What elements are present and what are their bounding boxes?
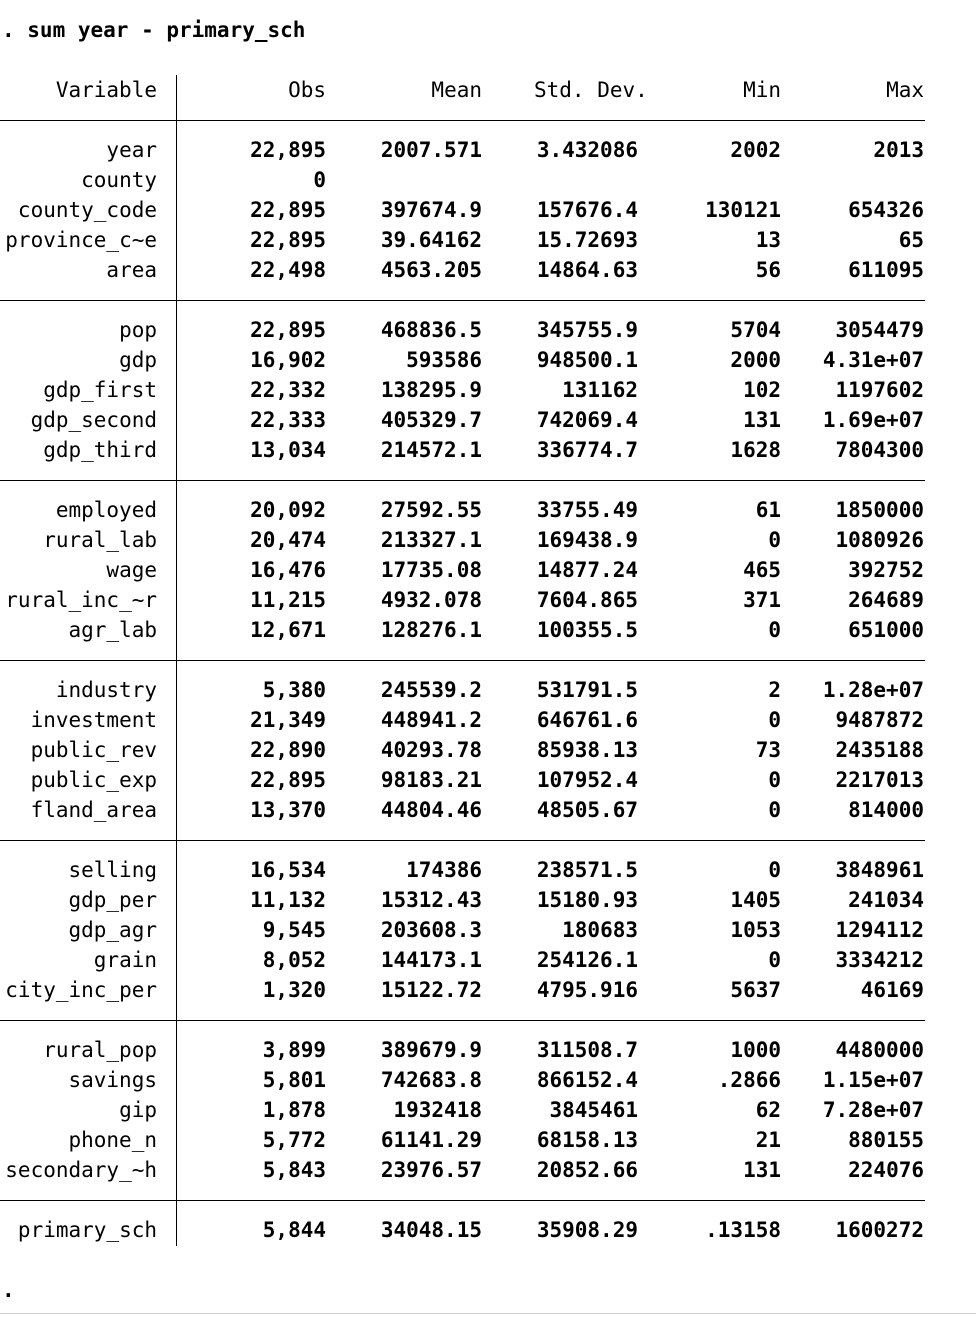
cell-min: .13158 bbox=[705, 1218, 781, 1242]
cell-variable: employed bbox=[55, 498, 157, 522]
cell-mean: 128276.1 bbox=[380, 618, 482, 642]
header-max: Max bbox=[886, 78, 924, 102]
cell-variable: gdp bbox=[119, 348, 157, 372]
cell-sd: 7604.865 bbox=[536, 588, 638, 612]
table-rule bbox=[0, 840, 925, 841]
cell-sd: 14877.24 bbox=[536, 558, 638, 582]
cell-mean: 389679.9 bbox=[380, 1038, 482, 1062]
cell-sd: 169438.9 bbox=[536, 528, 638, 552]
cell-min: 2002 bbox=[730, 138, 781, 162]
table-rule bbox=[0, 1200, 925, 1201]
cell-max: 3848961 bbox=[835, 858, 924, 882]
cell-obs: 5,801 bbox=[262, 1068, 326, 1092]
cell-sd: 3845461 bbox=[549, 1098, 638, 1122]
cell-max: 3054479 bbox=[835, 318, 924, 342]
window-bottom-edge bbox=[0, 1313, 976, 1314]
cell-max: 880155 bbox=[848, 1128, 924, 1152]
cell-mean: 17735.08 bbox=[380, 558, 482, 582]
cell-sd: 157676.4 bbox=[536, 198, 638, 222]
cell-mean: 23976.57 bbox=[380, 1158, 482, 1182]
cell-variable: public_rev bbox=[30, 738, 157, 762]
cell-variable: industry bbox=[55, 678, 157, 702]
cell-mean: 40293.78 bbox=[380, 738, 482, 762]
command-line: . sum year - primary_sch bbox=[2, 18, 306, 42]
cell-variable: city_inc_per bbox=[5, 978, 157, 1002]
cell-max: 1.15e+07 bbox=[822, 1068, 924, 1092]
cell-variable: savings bbox=[68, 1068, 157, 1092]
cell-min: 2 bbox=[768, 678, 781, 702]
cell-max: 654326 bbox=[848, 198, 924, 222]
cell-max: 65 bbox=[898, 228, 924, 252]
cell-obs: 22,895 bbox=[250, 138, 326, 162]
cell-min: 2000 bbox=[730, 348, 781, 372]
cell-obs: 22,498 bbox=[250, 258, 326, 282]
cell-min: .2866 bbox=[717, 1068, 781, 1092]
cell-mean: 174386 bbox=[406, 858, 482, 882]
cell-max: 46169 bbox=[860, 978, 924, 1002]
cell-variable: investment bbox=[30, 708, 157, 732]
cell-variable: gdp_agr bbox=[68, 918, 157, 942]
cell-min: 73 bbox=[755, 738, 781, 762]
cell-min: 13 bbox=[755, 228, 781, 252]
cell-sd: 311508.7 bbox=[536, 1038, 638, 1062]
table-rule bbox=[0, 660, 925, 661]
cell-max: 651000 bbox=[848, 618, 924, 642]
cell-obs: 1,878 bbox=[262, 1098, 326, 1122]
cell-max: 1197602 bbox=[835, 378, 924, 402]
cell-variable: county bbox=[81, 168, 157, 192]
cell-mean: 138295.9 bbox=[380, 378, 482, 402]
cell-sd: 20852.66 bbox=[536, 1158, 638, 1182]
cell-min: 130121 bbox=[705, 198, 781, 222]
header-mean: Mean bbox=[431, 78, 482, 102]
cell-variable: wage bbox=[106, 558, 157, 582]
cell-variable: grain bbox=[93, 948, 157, 972]
cell-max: 1.69e+07 bbox=[822, 408, 924, 432]
cell-sd: 4795.916 bbox=[536, 978, 638, 1002]
cell-max: 814000 bbox=[848, 798, 924, 822]
cell-variable: agr_lab bbox=[68, 618, 157, 642]
cell-mean: 39.64162 bbox=[380, 228, 482, 252]
cell-obs: 20,092 bbox=[250, 498, 326, 522]
cell-obs: 21,349 bbox=[250, 708, 326, 732]
cell-variable: province_c~e bbox=[5, 228, 157, 252]
command-prompt: . bbox=[2, 1278, 15, 1302]
cell-max: 1.28e+07 bbox=[822, 678, 924, 702]
header-variable: Variable bbox=[55, 78, 157, 102]
cell-sd: 33755.49 bbox=[536, 498, 638, 522]
cell-obs: 13,034 bbox=[250, 438, 326, 462]
cell-obs: 11,215 bbox=[250, 588, 326, 612]
cell-max: 1600272 bbox=[835, 1218, 924, 1242]
cell-sd: 3.432086 bbox=[536, 138, 638, 162]
cell-mean: 15312.43 bbox=[380, 888, 482, 912]
cell-obs: 16,476 bbox=[250, 558, 326, 582]
cell-mean: 405329.7 bbox=[380, 408, 482, 432]
cell-min: 0 bbox=[768, 528, 781, 552]
cell-mean: 4563.205 bbox=[380, 258, 482, 282]
cell-max: 7.28e+07 bbox=[822, 1098, 924, 1122]
cell-sd: 131162 bbox=[562, 378, 638, 402]
cell-mean: 213327.1 bbox=[380, 528, 482, 552]
cell-min: 56 bbox=[755, 258, 781, 282]
cell-max: 1850000 bbox=[835, 498, 924, 522]
cell-min: 0 bbox=[768, 858, 781, 882]
cell-sd: 15180.93 bbox=[536, 888, 638, 912]
cell-variable: primary_sch bbox=[17, 1218, 157, 1242]
cell-max: 7804300 bbox=[835, 438, 924, 462]
cell-max: 241034 bbox=[848, 888, 924, 912]
cell-max: 392752 bbox=[848, 558, 924, 582]
cell-variable: area bbox=[106, 258, 157, 282]
cell-min: 131 bbox=[743, 1158, 781, 1182]
cell-mean: 34048.15 bbox=[380, 1218, 482, 1242]
cell-min: 0 bbox=[768, 708, 781, 732]
cell-min: 0 bbox=[768, 798, 781, 822]
cell-sd: 948500.1 bbox=[536, 348, 638, 372]
cell-min: 371 bbox=[743, 588, 781, 612]
cell-obs: 22,333 bbox=[250, 408, 326, 432]
cell-sd: 345755.9 bbox=[536, 318, 638, 342]
cell-variable: rural_pop bbox=[43, 1038, 157, 1062]
cell-max: 9487872 bbox=[835, 708, 924, 732]
cell-sd: 48505.67 bbox=[536, 798, 638, 822]
cell-variable: rural_lab bbox=[43, 528, 157, 552]
cell-min: 0 bbox=[768, 618, 781, 642]
cell-sd: 531791.5 bbox=[536, 678, 638, 702]
cell-min: 0 bbox=[768, 948, 781, 972]
cell-variable: pop bbox=[119, 318, 157, 342]
cell-max: 2013 bbox=[873, 138, 924, 162]
cell-max: 4480000 bbox=[835, 1038, 924, 1062]
cell-variable: gdp_per bbox=[68, 888, 157, 912]
cell-variable: county_code bbox=[17, 198, 157, 222]
cell-min: 1053 bbox=[730, 918, 781, 942]
cell-max: 224076 bbox=[848, 1158, 924, 1182]
cell-obs: 13,370 bbox=[250, 798, 326, 822]
cell-sd: 85938.13 bbox=[536, 738, 638, 762]
cell-obs: 0 bbox=[313, 168, 326, 192]
cell-sd: 180683 bbox=[562, 918, 638, 942]
cell-obs: 22,895 bbox=[250, 198, 326, 222]
cell-obs: 8,052 bbox=[262, 948, 326, 972]
cell-variable: secondary_~h bbox=[5, 1158, 157, 1182]
cell-variable: public_exp bbox=[30, 768, 157, 792]
cell-sd: 107952.4 bbox=[536, 768, 638, 792]
header-min: Min bbox=[743, 78, 781, 102]
table-rule bbox=[0, 120, 925, 121]
cell-sd: 100355.5 bbox=[536, 618, 638, 642]
cell-mean: 468836.5 bbox=[380, 318, 482, 342]
cell-obs: 16,534 bbox=[250, 858, 326, 882]
cell-sd: 35908.29 bbox=[536, 1218, 638, 1242]
cell-obs: 22,332 bbox=[250, 378, 326, 402]
cell-obs: 9,545 bbox=[262, 918, 326, 942]
cell-variable: gdp_second bbox=[30, 408, 157, 432]
cell-obs: 1,320 bbox=[262, 978, 326, 1002]
cell-variable: gdp_first bbox=[43, 378, 157, 402]
cell-mean: 742683.8 bbox=[380, 1068, 482, 1092]
cell-mean: 2007.571 bbox=[380, 138, 482, 162]
cell-obs: 3,899 bbox=[262, 1038, 326, 1062]
cell-min: 5704 bbox=[730, 318, 781, 342]
cell-mean: 61141.29 bbox=[380, 1128, 482, 1152]
table-rule bbox=[0, 480, 925, 481]
cell-min: 1628 bbox=[730, 438, 781, 462]
table-rule bbox=[0, 300, 925, 301]
cell-min: 62 bbox=[755, 1098, 781, 1122]
cell-obs: 5,380 bbox=[262, 678, 326, 702]
cell-variable: rural_inc_~r bbox=[5, 588, 157, 612]
cell-mean: 98183.21 bbox=[380, 768, 482, 792]
cell-mean: 4932.078 bbox=[380, 588, 482, 612]
cell-min: 465 bbox=[743, 558, 781, 582]
cell-min: 21 bbox=[755, 1128, 781, 1152]
cell-mean: 27592.55 bbox=[380, 498, 482, 522]
cell-obs: 22,895 bbox=[250, 318, 326, 342]
cell-min: 102 bbox=[743, 378, 781, 402]
cell-variable: year bbox=[106, 138, 157, 162]
cell-obs: 22,895 bbox=[250, 228, 326, 252]
cell-max: 1294112 bbox=[835, 918, 924, 942]
cell-obs: 12,671 bbox=[250, 618, 326, 642]
cell-obs: 5,843 bbox=[262, 1158, 326, 1182]
cell-mean: 593586 bbox=[406, 348, 482, 372]
cell-sd: 336774.7 bbox=[536, 438, 638, 462]
cell-obs: 20,474 bbox=[250, 528, 326, 552]
cell-mean: 44804.46 bbox=[380, 798, 482, 822]
cell-sd: 646761.6 bbox=[536, 708, 638, 732]
cell-min: 1405 bbox=[730, 888, 781, 912]
cell-sd: 742069.4 bbox=[536, 408, 638, 432]
cell-variable: fland_area bbox=[30, 798, 157, 822]
cell-mean: 15122.72 bbox=[380, 978, 482, 1002]
header-obs: Obs bbox=[288, 78, 326, 102]
cell-min: 61 bbox=[755, 498, 781, 522]
cell-sd: 254126.1 bbox=[536, 948, 638, 972]
cell-sd: 68158.13 bbox=[536, 1128, 638, 1152]
cell-sd: 866152.4 bbox=[536, 1068, 638, 1092]
cell-variable: gdp_third bbox=[43, 438, 157, 462]
cell-obs: 11,132 bbox=[250, 888, 326, 912]
cell-max: 264689 bbox=[848, 588, 924, 612]
cell-mean: 144173.1 bbox=[380, 948, 482, 972]
cell-min: 1000 bbox=[730, 1038, 781, 1062]
cell-max: 4.31e+07 bbox=[822, 348, 924, 372]
cell-mean: 1932418 bbox=[393, 1098, 482, 1122]
cell-mean: 397674.9 bbox=[380, 198, 482, 222]
table-rule bbox=[0, 1020, 925, 1021]
cell-min: 0 bbox=[768, 768, 781, 792]
cell-obs: 16,902 bbox=[250, 348, 326, 372]
cell-mean: 203608.3 bbox=[380, 918, 482, 942]
cell-max: 611095 bbox=[848, 258, 924, 282]
cell-variable: phone_n bbox=[68, 1128, 157, 1152]
header-std-dev: Std. Dev. bbox=[534, 78, 648, 102]
cell-sd: 15.72693 bbox=[536, 228, 638, 252]
cell-mean: 214572.1 bbox=[380, 438, 482, 462]
cell-sd: 238571.5 bbox=[536, 858, 638, 882]
cell-max: 2217013 bbox=[835, 768, 924, 792]
cell-obs: 22,890 bbox=[250, 738, 326, 762]
cell-sd: 14864.63 bbox=[536, 258, 638, 282]
cell-max: 2435188 bbox=[835, 738, 924, 762]
cell-variable: gip bbox=[119, 1098, 157, 1122]
cell-mean: 448941.2 bbox=[380, 708, 482, 732]
cell-min: 131 bbox=[743, 408, 781, 432]
cell-min: 5637 bbox=[730, 978, 781, 1002]
cell-variable: selling bbox=[68, 858, 157, 882]
cell-max: 3334212 bbox=[835, 948, 924, 972]
cell-obs: 22,895 bbox=[250, 768, 326, 792]
cell-obs: 5,772 bbox=[262, 1128, 326, 1152]
cell-max: 1080926 bbox=[835, 528, 924, 552]
cell-mean: 245539.2 bbox=[380, 678, 482, 702]
cell-obs: 5,844 bbox=[262, 1218, 326, 1242]
